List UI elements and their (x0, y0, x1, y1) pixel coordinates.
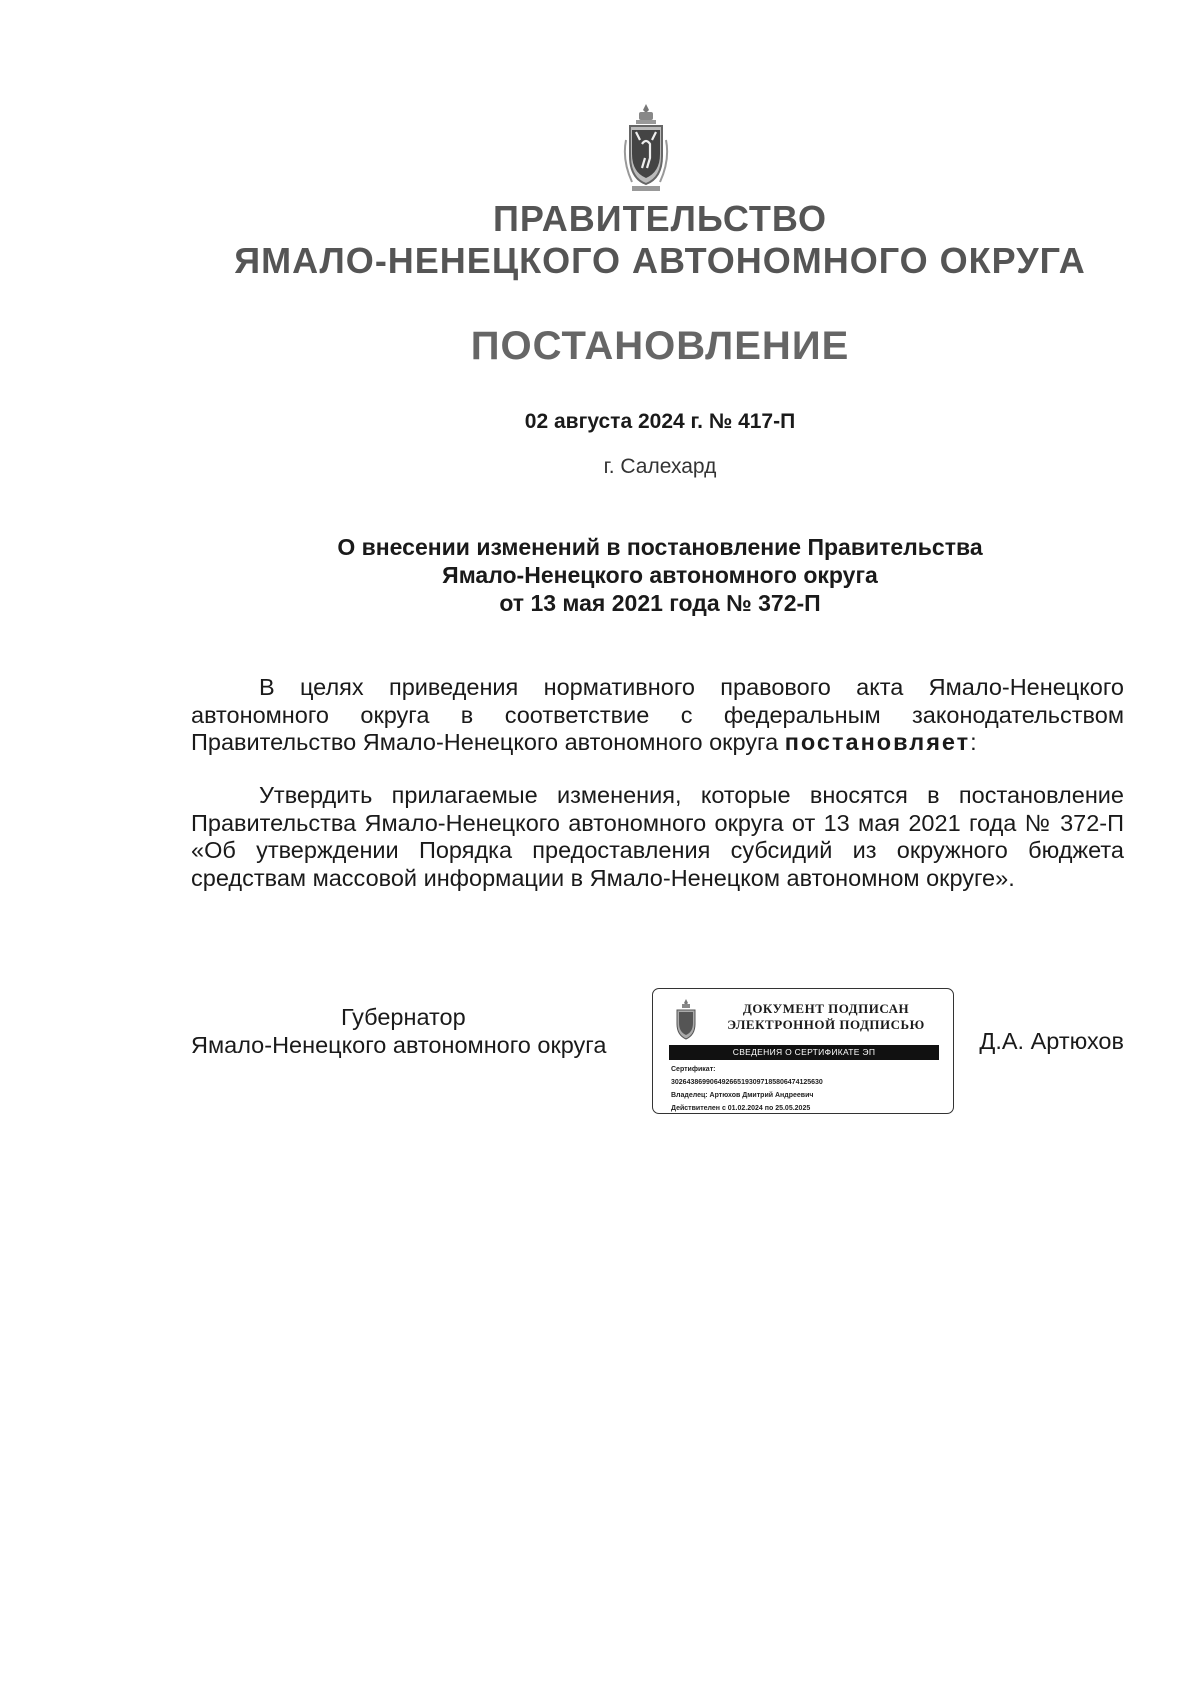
subject-line1: О внесении изменений в постановление Правительства (337, 534, 983, 560)
signatory-position (191, 1003, 641, 1059)
body-paragraph-1 (191, 674, 1124, 757)
org-title-line2: ЯМАЛО-НЕНЕЦКОГО АВТОНОМНОГО ОКРУГА (234, 240, 1086, 281)
stamp-title-line1: ДОКУМЕНТ ПОДПИСАН (742, 1001, 910, 1016)
city: г. Салехард (603, 455, 717, 478)
para2-text: Утвердить прилагаемые изменения, которые вносятся в постановление Правительства Ямало-Ненецкого автономного округа от 13 мая 2021 года № 372-П «Об утверждении Порядка предоставления субсидий из окружного бюджета средствам массовой информации в Ямало-Ненецком автономном округе». (191, 782, 1124, 891)
stamp-certificate-details (671, 1063, 947, 1115)
signer-name: Д.А. Артюхов (979, 1028, 1124, 1054)
stamp-title (711, 1001, 941, 1033)
stamp-emblem-icon (673, 997, 699, 1043)
document-subject (0, 533, 1200, 617)
body-paragraph-2 (191, 782, 1124, 892)
subject-line3: от 13 мая 2021 года № 372-П (499, 590, 821, 616)
coat-of-arms-emblem (622, 100, 670, 196)
subject-line2: Ямало-Ненецкого автономного округа (442, 562, 878, 588)
cert-label: Сертификат: (671, 1066, 716, 1073)
para1-text: В целях приведения нормативного правового акта Ямало-Ненецкого автономного округа в соответствие с федеральным законодательством Правительство Ямало-Ненецкого автономного округа (191, 674, 1124, 755)
electronic-signature-stamp (652, 988, 954, 1114)
cert-owner: Владелец: Артюхов Дмитрий Андреевич (671, 1092, 814, 1099)
cert-validity: Действителен с 01.02.2024 по 25.05.2025 (671, 1105, 811, 1112)
org-title-line1: ПРАВИТЕЛЬСТВО (492, 198, 828, 239)
para1-bold-word: постановляет (784, 729, 971, 755)
stamp-certificate-bar: СВЕДЕНИЯ О СЕРТИФИКАТЕ ЭП (669, 1045, 939, 1060)
para1-end: : (970, 729, 977, 755)
stamp-title-line2: ЭЛЕКТРОННОЙ ПОДПИСЬЮ (727, 1017, 925, 1032)
position-line1: Губернатор (341, 1004, 466, 1030)
date-and-number: 02 августа 2024 г. № 417-П (524, 410, 796, 433)
position-line2: Ямало-Ненецкого автономного округа (191, 1032, 607, 1058)
cert-number: 302643869906492665193097185806474125630 (671, 1079, 823, 1086)
document-type: ПОСТАНОВЛЕНИЕ (470, 324, 850, 368)
